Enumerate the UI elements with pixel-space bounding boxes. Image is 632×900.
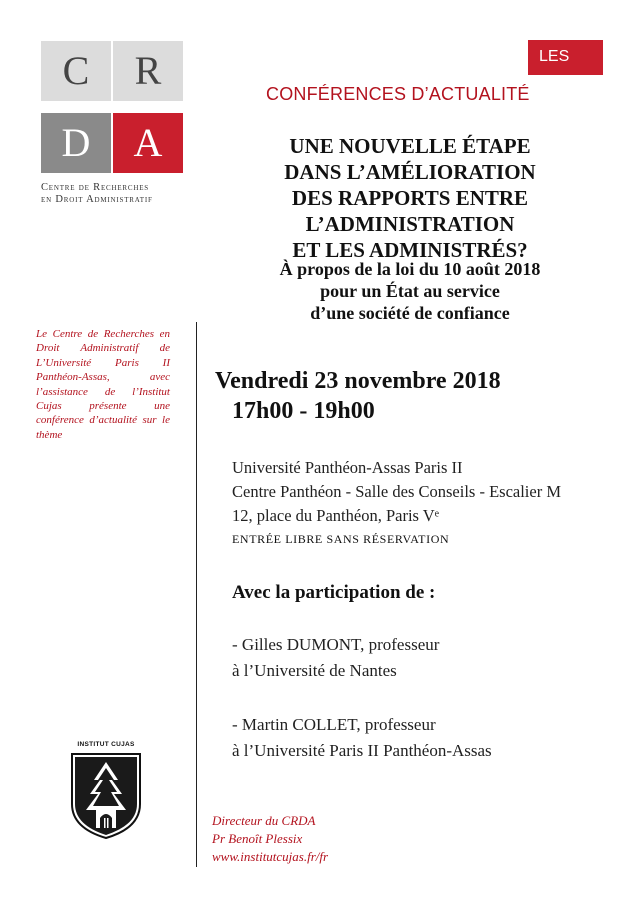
logo-letter-c: C <box>41 41 111 101</box>
subtitle-line: À propos de la loi du 10 août 2018 <box>279 259 541 279</box>
subtitle-line: d’une société de confiance <box>310 303 510 323</box>
participant-name: - Martin COLLET, professeur <box>232 715 436 734</box>
event-date: Vendredi 23 novembre 2018 <box>215 368 501 394</box>
venue-address <box>232 456 561 528</box>
les-badge: LES <box>528 40 603 75</box>
director-label: Directeur du CRDA <box>212 813 316 828</box>
title-line: UNE NOUVELLE ÉTAPE <box>289 134 531 158</box>
website-link[interactable]: www.institutcujas.fr/fr <box>212 849 329 864</box>
logo-letter-d: D <box>41 113 111 173</box>
participant-affiliation: à l’Université de Nantes <box>232 661 397 680</box>
cujas-shield-icon <box>68 752 144 840</box>
event-time: 17h00 - 19h00 <box>232 398 375 424</box>
conferences-heading: CONFÉRENCES D’ACTUALITÉ <box>266 84 530 104</box>
conference-subtitle <box>200 258 620 324</box>
participants-heading: Avec la participation de : <box>232 582 436 603</box>
title-line: L’ADMINISTRATION <box>305 212 515 236</box>
venue-line1: Université Panthéon-Assas Paris II <box>232 458 463 477</box>
subtitle-line: pour un État au service <box>320 281 500 301</box>
footer <box>212 812 328 866</box>
participant-item <box>232 632 439 684</box>
venue-line3: 12, place du Panthéon, Paris Vᵉ <box>232 506 439 525</box>
participant-affiliation: à l’Université Paris II Panthéon-Assas <box>232 741 492 760</box>
participant-name: - Gilles DUMONT, professeur <box>232 635 440 654</box>
cujas-label: INSTITUT CUJAS <box>77 741 135 748</box>
logo-letter-a: A <box>113 113 183 173</box>
logo-letter-r: R <box>113 41 183 101</box>
crda-subtitle-line2: en Droit Administratif <box>41 194 153 205</box>
intro-text: Le Centre de Recherches en Droit Administratif de L’Université Paris II Panthéon-Assas, avec l’assistance de l’Institut Cujas présente une conférence d’actualité sur le thème <box>36 328 170 441</box>
participant-item <box>232 712 492 764</box>
crda-subtitle <box>41 182 201 206</box>
title-line: DES RAPPORTS ENTRE <box>291 186 529 210</box>
crda-subtitle-line1: Centre de Recherches <box>41 182 149 193</box>
director-name: Pr Benoît Plessix <box>212 831 303 846</box>
vertical-divider <box>196 322 197 867</box>
title-line: DANS L’AMÉLIORATION <box>284 160 536 184</box>
title-line: ET LES ADMINISTRÉS? <box>292 238 528 262</box>
entry-notice: ENTRÉE LIBRE SANS RÉSERVATION <box>232 532 450 546</box>
conference-title <box>200 133 620 263</box>
venue-line2: Centre Panthéon - Salle des Conseils - Escalier M <box>232 482 562 501</box>
